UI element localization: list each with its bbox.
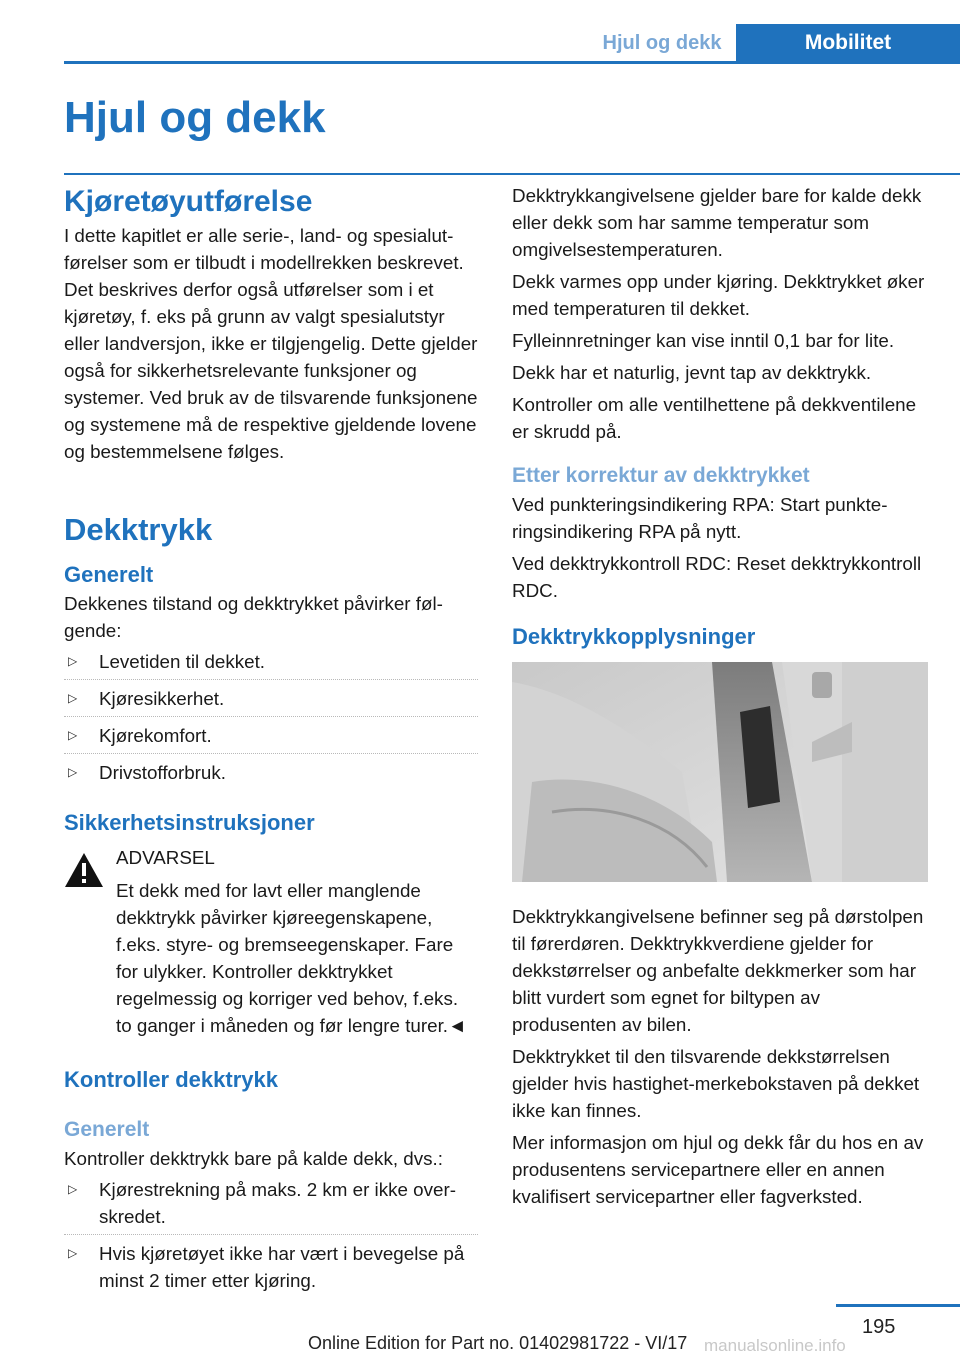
title-rule xyxy=(64,173,960,175)
list-item xyxy=(64,1240,478,1298)
page-number: 195 xyxy=(862,1316,896,1338)
list-item xyxy=(64,685,478,717)
triangle-right-icon: ▷ xyxy=(68,765,78,779)
tab-hjul-og-dekk[interactable]: Hjul og dekk xyxy=(588,24,736,62)
paragraph: Dekktrykkangivelsene gjelder bare for kalde dekk eller dekk som har samme temperatur som omgivelsestemperaturen. xyxy=(512,185,922,260)
list-item xyxy=(64,759,478,790)
check-text: Kontroller dekktrykk bare på kalde dekk, dvs.: xyxy=(64,1148,443,1169)
left-column xyxy=(64,182,478,1303)
list-item xyxy=(64,722,478,754)
header-tabs xyxy=(588,24,960,62)
tire-pressure-heading: Dekktrykk xyxy=(64,512,213,547)
general-heading: Generelt xyxy=(64,562,154,587)
right-column xyxy=(512,182,928,1210)
paragraph: Ved punkteringsindikering RPA: Start punkteringsindikering RPA på nytt. xyxy=(512,494,888,542)
list-item-text: Kjørekomfort. xyxy=(99,725,212,746)
paragraph: Ved dekktrykkontroll RDC: Reset dekktrykkontroll RDC. xyxy=(512,553,922,601)
paragraph: Fylleinnretninger kan vise inntil 0,1 bar for lite. xyxy=(512,330,895,351)
header-rule xyxy=(64,61,960,64)
vehicle-text: I dette kapitlet er alle serie-, land- og spesialutførelser som er tilbudt i modellrekken beskrevet. Det beskrives derfor også utførelser som i et kjøretøy, f. eks på grunn av valgt spesialutstyr eller landversjon, ikke er tilgjengelig. Dette gjelder også for sikkerhetsrelevante funksjoner og systemer. Ved bruk av de tilsvarende funksjonene og systemene må de respektive gjeldende lovene og bestemmelsene følges. xyxy=(64,225,478,462)
door-pillar-photo xyxy=(512,662,928,882)
footer-edition: Online Edition for Part no. 01402981722 - VI/17 xyxy=(308,1333,688,1353)
list-item-text: Hvis kjøretøyet ikke har vært i bevegelse på minst 2 timer etter kjøring. xyxy=(99,1243,465,1291)
safety-heading: Sikkerhetsinstruksjoner xyxy=(64,810,315,835)
footer-rule xyxy=(836,1304,960,1307)
tab-mobilitet[interactable]: Mobilitet xyxy=(736,24,960,62)
warning-box xyxy=(64,844,478,1039)
watermark: manualsonline.info xyxy=(704,1336,846,1355)
list-item-text: Drivstofforbruk. xyxy=(99,762,226,783)
warning-label: ADVARSEL xyxy=(116,847,215,868)
check-general-heading: Generelt xyxy=(64,1118,150,1141)
triangle-right-icon: ▷ xyxy=(68,728,78,742)
warning-triangle-icon xyxy=(64,852,104,888)
paragraph: Dekktrykkangivelsene befinner seg på dørstolpen til førerdøren. Dekktrykkverdiene gjelder for dekkstørrelser og anbefalte dekkmerker som har blitt vurdert som egnet for biltypen av produsenten av bilen. xyxy=(512,906,924,1035)
triangle-right-icon: ▷ xyxy=(68,1182,78,1196)
paragraph: Dekktrykket til den tilsvarende dekkstørrelsen gjelder hvis hastighet-merkebokstaven på dekket ikke kan finnes. xyxy=(512,1046,920,1121)
triangle-right-icon: ▷ xyxy=(68,654,78,668)
vehicle-heading: Kjøretøyutførelse xyxy=(64,185,313,218)
warning-text-rest: dekktrykk påvirker kjøreegenskapene, f.eks. styre- og bremseegenskaper. Fare for ulykker. Kontroller dekktrykket regelmessig og korriger ved behov, f.eks. to ganger i måneden og før lengre turer.◄ xyxy=(116,907,467,1036)
list-item-text: Levetiden til dekket. xyxy=(99,651,266,672)
check-list xyxy=(64,1176,478,1298)
triangle-right-icon: ▷ xyxy=(68,691,78,705)
after-correction-heading: Etter korrektur av dekktrykket xyxy=(512,464,810,487)
list-item-text: Kjørestrekning på maks. 2 km er ikke overskredet. xyxy=(99,1179,456,1227)
page-title: Hjul og dekk xyxy=(64,93,326,142)
paragraph: Kontroller om alle ventilhettene på dekkventilene er skrudd på. xyxy=(512,394,917,442)
list-item xyxy=(64,648,478,680)
check-heading: Kontroller dekktrykk xyxy=(64,1067,278,1092)
general-list xyxy=(64,648,478,790)
paragraph: Mer informasjon om hjul og dekk får du hos en av produsentens servicepartnere eller en annen kvalifisert servicepartner eller fagverksted. xyxy=(512,1132,924,1207)
triangle-right-icon: ▷ xyxy=(68,1246,78,1260)
info-heading: Dekktrykkopplysninger xyxy=(512,624,756,649)
list-item-text: Kjøresikkerhet. xyxy=(99,688,225,709)
paragraph: Dekk har et naturlig, jevnt tap av dekktrykk. xyxy=(512,362,872,383)
warning-text-first: Et dekk med for lavt eller manglende xyxy=(116,880,421,901)
list-item xyxy=(64,1176,478,1235)
paragraph: Dekk varmes opp under kjøring. Dekktrykket øker med temperaturen til dekket. xyxy=(512,271,925,319)
general-text: Dekkenes tilstand og dekktrykket påvirker følgende: xyxy=(64,593,443,641)
